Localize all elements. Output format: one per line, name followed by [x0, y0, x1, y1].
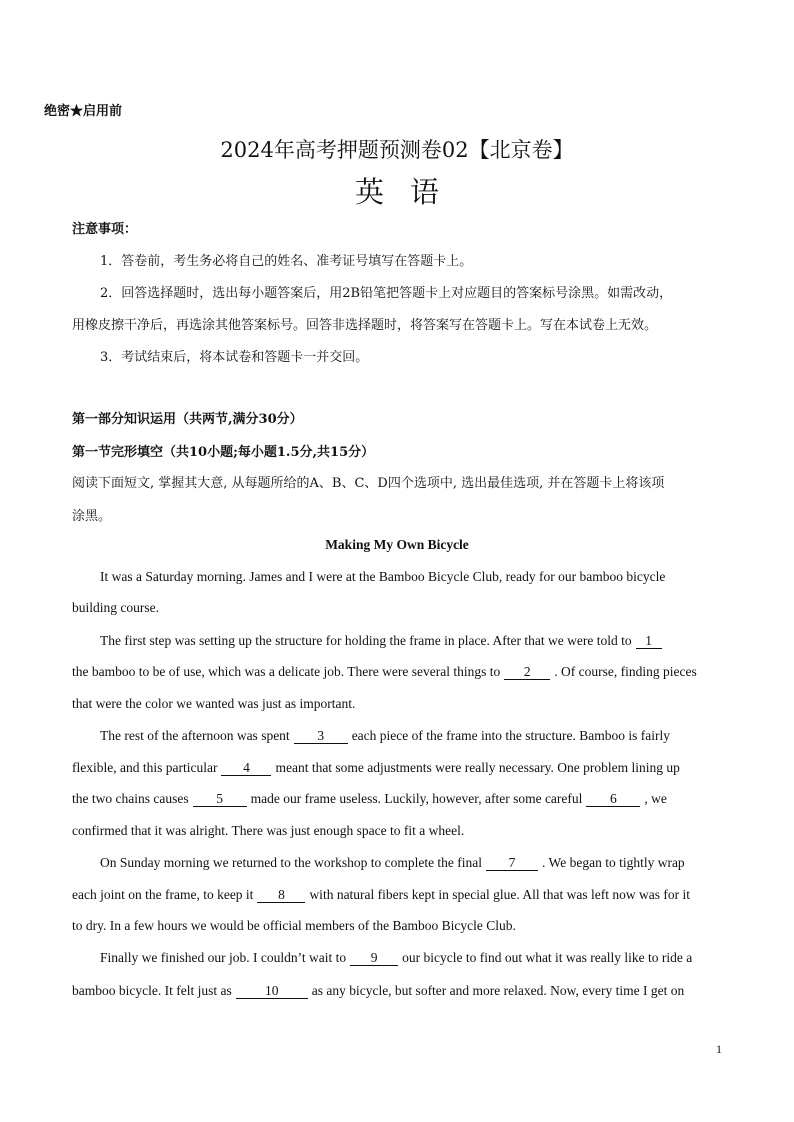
blank-9: 9 [350, 951, 398, 966]
passage-text: made our frame useless. Luckily, however, after some careful [250, 791, 583, 806]
blank-2: 2 [504, 665, 550, 680]
notice-item-2: 2．回答选择题时，选出每小题答案后，用2B铅笔把答题卡上对应题目的答案标号涂黑。如需改动， [100, 286, 673, 301]
passage-text: meant that some adjustments were really necessary. One problem lining up [275, 760, 680, 775]
passage-text: with natural fibers kept in special glue. All that was left now was for it [309, 887, 690, 902]
passage-title: Making My Own Bicycle [325, 537, 469, 552]
passage-line [72, 887, 690, 903]
blank-3: 3 [294, 729, 348, 744]
blank-7: 7 [486, 856, 538, 871]
passage-text: each joint on the frame, to keep it [72, 887, 254, 902]
blank-1: 1 [636, 634, 662, 649]
passage-line [72, 983, 684, 999]
passage-text: the two chains causes [72, 791, 189, 806]
section1-heading: 第一节完形填空（共10小题;每小题1.5分,共15分） [72, 445, 375, 460]
passage-line [72, 664, 697, 680]
notice-item-1: 1．答卷前，考生务必将自己的姓名、准考证号填写在答题卡上。 [100, 254, 473, 269]
page-number: 1 [716, 1042, 722, 1056]
passage-text: The rest of the afternoon was spent [100, 728, 290, 743]
notice-item-3: 3．考试结束后，将本试卷和答题卡一并交回。 [100, 350, 369, 365]
passage-text: On Sunday morning we returned to the workshop to complete the final [100, 855, 483, 870]
passage-line: to dry. In a few hours we would be official members of the Bamboo Bicycle Club. [72, 918, 516, 933]
passage-line: It was a Saturday morning. James and I were at the Bamboo Bicycle Club, ready for our bamboo bicycle [100, 569, 666, 584]
passage-line [72, 760, 680, 776]
passage-line: confirmed that it was alright. There was just enough space to fit a wheel. [72, 823, 465, 838]
passage-text: our bicycle to find out what it was really like to ride a [402, 950, 693, 965]
passage-text: the bamboo to be of use, which was a delicate job. There were several things to [72, 664, 501, 679]
blank-10: 10 [236, 984, 308, 999]
notice-item-2-cont: 用橡皮擦干净后，再选涂其他答案标号。回答非选择题时，将答案写在答题卡上。写在本试卷上无效。 [72, 318, 658, 333]
passage-line [100, 728, 670, 744]
passage-line: that were the color we wanted was just as important. [72, 696, 356, 711]
blank-4: 4 [221, 761, 271, 776]
passage-line [100, 633, 666, 649]
passage-text: . Of course, finding pieces [554, 664, 697, 679]
confidential-label: 绝密★启用前 [44, 104, 123, 119]
blank-6: 6 [586, 792, 640, 807]
blank-8: 8 [257, 888, 305, 903]
passage-text: flexible, and this particular [72, 760, 218, 775]
instructions: 阅读下面短文, 掌握其大意, 从每题所给的A、B、C、D四个选项中, 选出最佳选项, 并在答题卡上将该项 [72, 476, 665, 491]
notice-heading: 注意事项： [72, 222, 138, 237]
passage-text: . We began to tightly wrap [542, 855, 685, 870]
instructions-cont: 涂黑。 [72, 509, 112, 524]
passage-text: The first step was setting up the structure for holding the frame in place. After that we were told to [100, 633, 632, 648]
passage-text: bamboo bicycle. It felt just as [72, 983, 232, 998]
passage-line [100, 950, 692, 966]
exam-title: 2024年高考押题预测卷02【北京卷】 [220, 138, 574, 162]
passage-text: , we [644, 791, 667, 806]
passage-line: building course. [72, 600, 159, 615]
blank-5: 5 [193, 792, 247, 807]
passage-text: each piece of the frame into the structure. Bamboo is fairly [351, 728, 670, 743]
part1-heading: 第一部分知识运用（共两节,满分30分） [72, 412, 303, 427]
subject-title: 英语 [354, 175, 465, 209]
passage-text: Finally we finished our job. I couldn’t wait to [100, 950, 347, 965]
passage-line [100, 855, 685, 871]
passage-text: as any bicycle, but softer and more relaxed. Now, every time I get on [311, 983, 685, 998]
passage-line [72, 791, 667, 807]
